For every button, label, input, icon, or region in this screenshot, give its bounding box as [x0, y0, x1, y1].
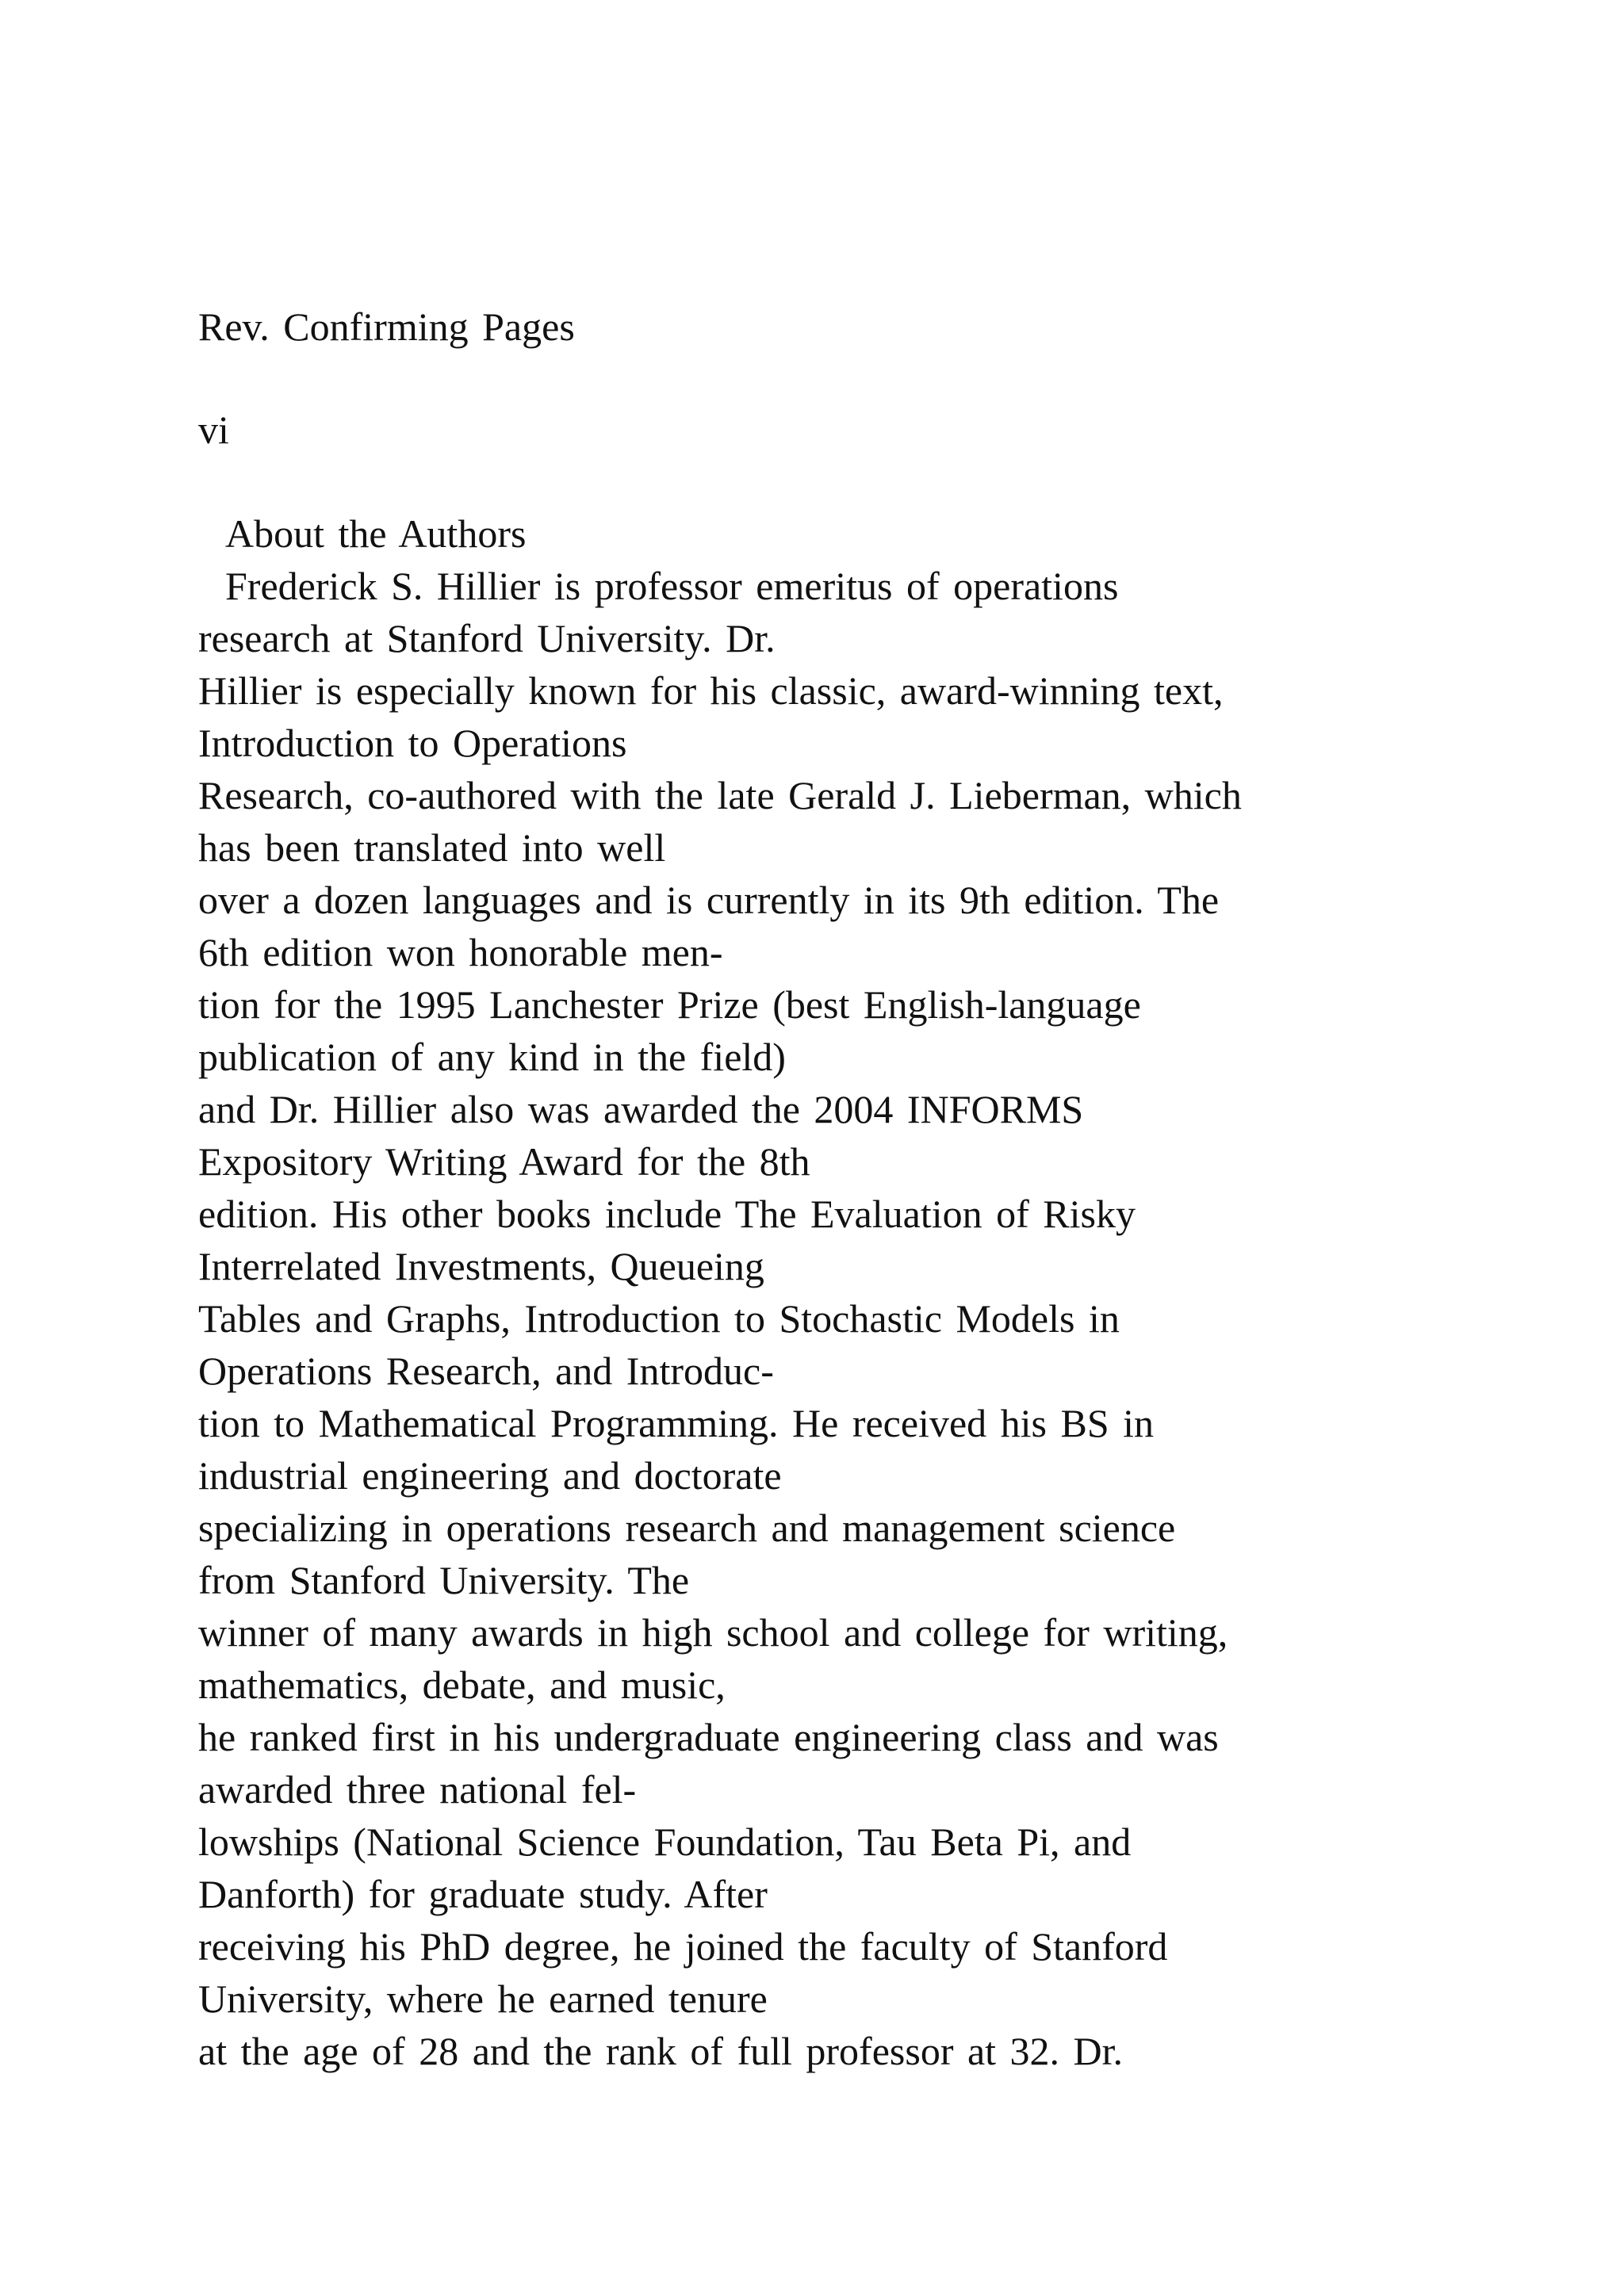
paragraph-line: edition. His other books include The Evaluation of Risky	[198, 1192, 1136, 1236]
paragraph-line: specializing in operations research and management science	[198, 1506, 1176, 1550]
paragraph-line: Interrelated Investments, Queueing	[198, 1244, 764, 1288]
paragraph-line: 6th edition won honorable men-	[198, 930, 723, 974]
paragraph-line: Research, co-authored with the late Gerald J. Lieberman, which	[198, 773, 1242, 817]
paragraph-line: tion for the 1995 Lanchester Prize (best English-language	[198, 982, 1141, 1027]
paragraph-line: mathematics, debate, and music,	[198, 1663, 726, 1707]
paragraph-line: University, where he earned tenure	[198, 1976, 768, 2021]
paragraph-line: receiving his PhD degree, he joined the faculty of Stanford	[198, 1924, 1168, 1969]
paragraph-line: at the age of 28 and the rank of full professor at 32. Dr.	[198, 2029, 1124, 2073]
paragraph-line: Hillier is especially known for his classic, award-winning text,	[198, 668, 1224, 713]
paragraph-line: lowships (National Science Foundation, Tau Beta Pi, and	[198, 1820, 1132, 1864]
paragraph-line: Tables and Graphs, Introduction to Stochastic Models in	[198, 1296, 1120, 1341]
paragraph-line: Operations Research, and Introduc-	[198, 1349, 774, 1393]
paragraph-line: research at Stanford University. Dr.	[198, 616, 776, 660]
paragraph-line: awarded three national fel-	[198, 1767, 637, 1812]
paragraph-line: winner of many awards in high school and college for writing,	[198, 1610, 1228, 1655]
document-body	[198, 510, 1546, 2080]
paragraph-line: Danforth) for graduate study. After	[198, 1872, 768, 1916]
section-heading: About the Authors	[225, 511, 527, 556]
paragraph-line: and Dr. Hillier also was awarded the 2004 INFORMS	[198, 1087, 1084, 1131]
paragraph-line: from Stanford University. The	[198, 1558, 690, 1602]
page-number: vi	[198, 408, 229, 452]
paragraph-line: industrial engineering and doctorate	[198, 1453, 782, 1498]
paragraph-line: Introduction to Operations	[198, 721, 627, 765]
paragraph-line: has been translated into well	[198, 825, 666, 870]
paragraph-line: publication of any kind in the field)	[198, 1035, 786, 1079]
paragraph-line: he ranked first in his undergraduate engineering class and was	[198, 1715, 1219, 1759]
paragraph-line: over a dozen languages and is currently in its 9th edition. The	[198, 878, 1220, 922]
paragraph-line: tion to Mathematical Programming. He received his BS in	[198, 1401, 1155, 1445]
page-header: Rev. Confirming Pages	[198, 304, 575, 349]
paragraph-line: Frederick S. Hillier is professor emeritus of operations	[225, 564, 1119, 608]
paragraph-line: Expository Writing Award for the 8th	[198, 1139, 810, 1184]
